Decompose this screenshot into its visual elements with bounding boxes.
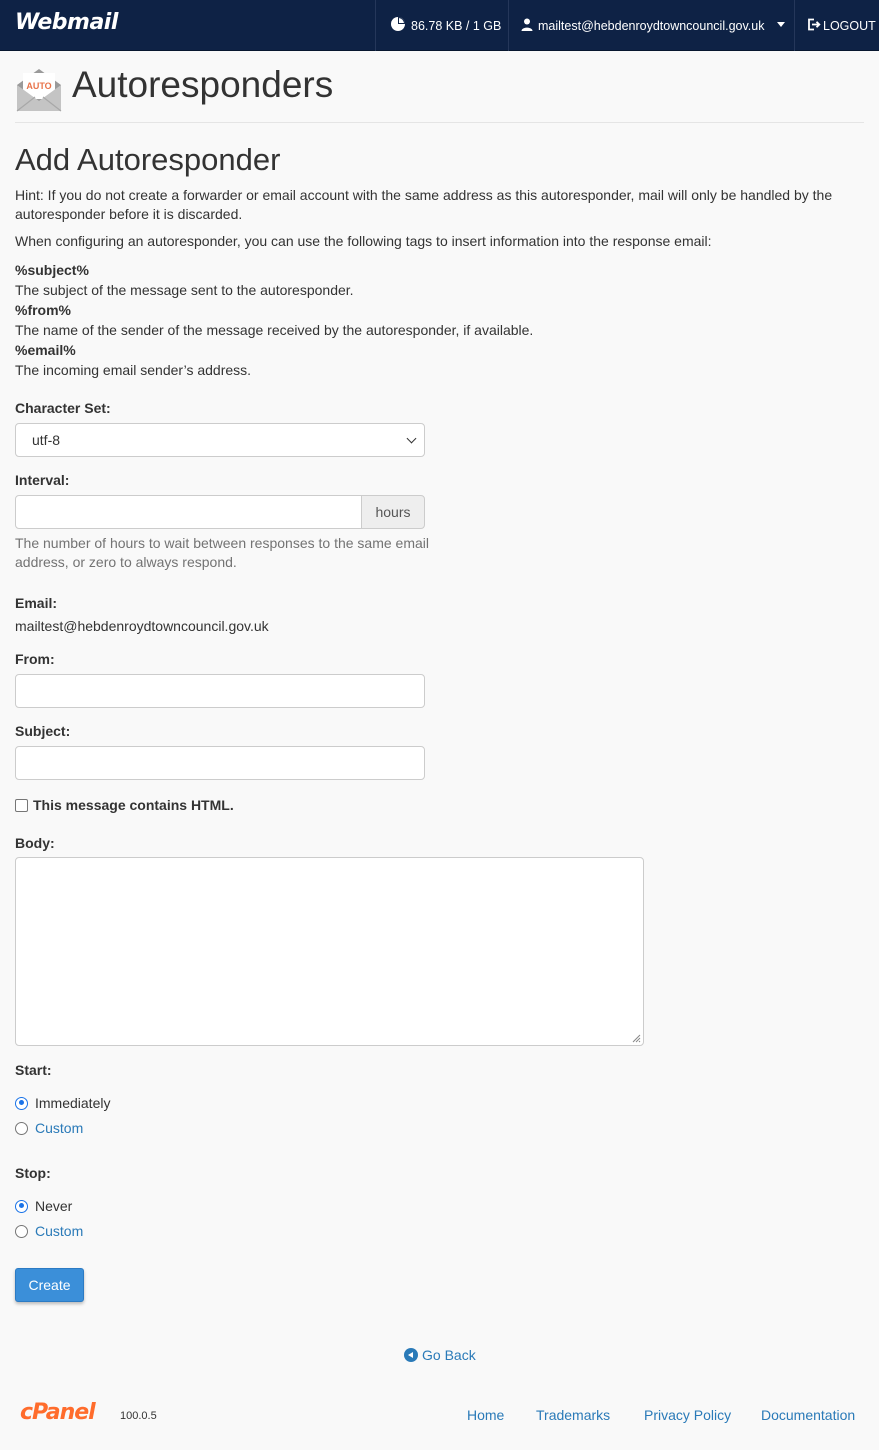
tag-description: The subject of the message sent to the autoresponder. (15, 282, 354, 298)
tag-name: %from% (15, 302, 72, 318)
html-checkbox-label[interactable]: This message contains HTML. (33, 797, 234, 813)
radio-label[interactable]: Immediately (35, 1095, 111, 1111)
page-header (15, 63, 864, 123)
section-title: Add Autoresponder (15, 142, 281, 177)
user-icon (521, 18, 533, 34)
stop-never-option[interactable] (15, 1198, 72, 1214)
cpanel-logo[interactable]: cPanel (20, 1400, 95, 1425)
chevron-down-icon (407, 434, 417, 444)
radio-label[interactable]: Custom (35, 1120, 84, 1136)
create-button[interactable]: Create (15, 1268, 84, 1302)
charset-value: utf-8 (32, 432, 61, 448)
tags-intro: When configuring an autoresponder, you can use the following tags to insert information into the response email: (15, 233, 712, 249)
top-navbar (0, 0, 879, 51)
interval-unit: hours (361, 495, 425, 529)
footer-link-documentation[interactable]: Documentation (761, 1407, 856, 1423)
pie-chart-icon (390, 16, 406, 35)
radio-button[interactable] (15, 1097, 28, 1110)
tag-description: The name of the sender of the message received by the autoresponder, if available. (15, 322, 534, 338)
body-label: Body: (15, 835, 55, 851)
footer-link-trademarks[interactable]: Trademarks (536, 1407, 611, 1423)
tag-name: %email% (15, 342, 76, 358)
html-checkbox-row[interactable] (15, 797, 234, 813)
tag-list (15, 261, 533, 380)
footer-link-privacy-policy[interactable]: Privacy Policy (644, 1407, 732, 1423)
subject-label: Subject: (15, 723, 71, 739)
quota-text: 86.78 KB / 1 GB (411, 18, 502, 33)
start-custom-option[interactable] (15, 1120, 83, 1136)
email-value: mailtest@hebdenroydtowncouncil.gov.uk (15, 618, 269, 634)
stop-label: Stop: (15, 1165, 51, 1181)
charset-label: Character Set: (15, 400, 111, 416)
email-label: Email: (15, 595, 58, 611)
disk-quota[interactable] (375, 0, 508, 51)
version-text: 100.0.5 (120, 1410, 157, 1422)
charset-select[interactable] (15, 423, 425, 457)
from-input[interactable] (15, 674, 425, 708)
chevron-down-icon (777, 22, 785, 27)
stop-custom-option[interactable] (15, 1223, 83, 1239)
radio-button[interactable] (15, 1200, 28, 1213)
from-label: From: (15, 651, 55, 667)
body-textarea[interactable] (15, 857, 644, 1046)
radio-button[interactable] (15, 1225, 28, 1238)
webmail-logo[interactable]: Webmail (15, 10, 118, 35)
radio-button[interactable] (15, 1122, 28, 1135)
logout-icon (807, 18, 821, 34)
tag-description: The incoming email sender’s address. (15, 362, 252, 378)
autoresponder-envelope-icon (15, 65, 63, 113)
auto-label: AUTO (26, 81, 52, 91)
page-title: Autoresponders (72, 64, 334, 105)
hint-text: Hint: If you do not create a forwarder or email account with the same address as this autoresponder, mail will only be handled by the autoresponder before it is discarded. (15, 187, 833, 222)
interval-input[interactable] (15, 495, 362, 529)
resize-handle-icon[interactable] (631, 1033, 641, 1043)
tag-name: %subject% (15, 262, 89, 278)
logout-button[interactable] (794, 0, 879, 51)
interval-label: Interval: (15, 472, 70, 488)
interval-help-text: The number of hours to wait between responses to the same email address, or zero to always respond. (15, 535, 429, 570)
go-back-label: Go Back (422, 1347, 476, 1363)
user-menu[interactable] (508, 0, 794, 51)
html-checkbox[interactable] (15, 799, 28, 812)
radio-label[interactable]: Custom (35, 1223, 84, 1239)
subject-input[interactable] (15, 746, 425, 780)
user-email: mailtest@hebdenroydtowncouncil.gov.uk (538, 18, 765, 33)
radio-label[interactable]: Never (35, 1198, 73, 1214)
start-immediately-option[interactable] (15, 1095, 110, 1111)
logout-label: LOGOUT (823, 18, 876, 33)
start-label: Start: (15, 1062, 52, 1078)
footer-link-home[interactable]: Home (467, 1407, 505, 1423)
circle-arrow-left-icon (404, 1348, 418, 1362)
go-back-link[interactable] (404, 1347, 476, 1363)
